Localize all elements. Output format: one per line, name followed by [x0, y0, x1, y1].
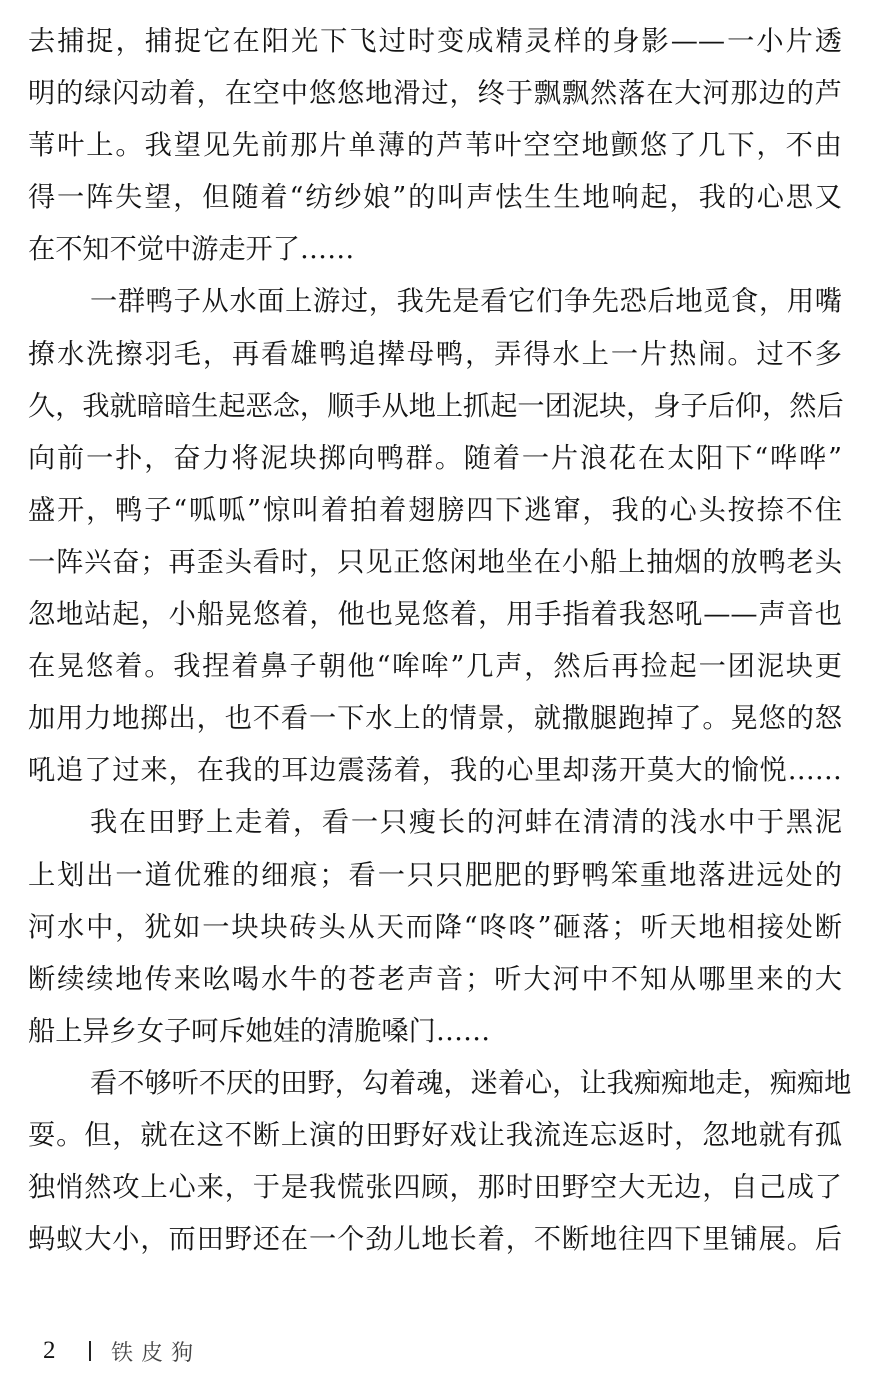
text-line: 断续续地传来吆喝水牛的苍老声音；听大河中不知从哪里来的大	[28, 963, 842, 995]
book-title: 铁皮狗	[111, 1340, 202, 1366]
footer-divider	[89, 1341, 91, 1361]
text-line: 上划出一道优雅的细痕；看一只只肥肥的野鸭笨重地落进远处的	[28, 859, 842, 891]
text-line: 吼追了过来，在我的耳边震荡着，我的心里却荡开莫大的愉悦……	[28, 755, 842, 787]
text-line: 去捕捉，捕捉它在阳光下飞过时变成精灵样的身影——一小片透	[28, 26, 842, 57]
page-body-text	[28, 24, 852, 1274]
paragraph-start-line: 我在田野上走着，看一只瘦长的河蚌在清清的浅水中于黑泥	[90, 807, 842, 839]
text-line: 盛开，鸭子“呱呱”惊叫着拍着翅膀四下逃窜，我的心头按捺不住	[28, 494, 842, 526]
text-line: 蚂蚁大小，而田野还在一个劲儿地长着，不断地往四下里铺展。后	[28, 1224, 842, 1256]
text-line: 河水中，犹如一块块砖头从天而降“咚咚”砸落；听天地相接处断	[28, 911, 842, 943]
text-line: 耍。但，就在这不断上演的田野好戏让我流连忘返时，忽地就有孤	[28, 1119, 842, 1151]
text-line: 向前一扑，奋力将泥块掷向鸭群。随着一片浪花在太阳下“哗哗”	[28, 442, 842, 474]
paragraph-start-line: 一群鸭子从水面上游过，我先是看它们争先恐后地觅食，用嘴	[90, 286, 842, 318]
text-line: 加用力地掷出，也不看一下水上的情景，就撒腿跑掉了。晃悠的怒	[28, 703, 842, 735]
text-line: 久，我就暗暗生起恶念，顺手从地上抓起一团泥块，身子后仰，然后	[28, 390, 844, 422]
text-line: 在不知不觉中游走开了……	[28, 234, 355, 266]
text-line: 一阵兴奋；再歪头看时，只见正悠闲地坐在小船上抽烟的放鸭老头	[28, 546, 842, 578]
text-line: 得一阵失望，但随着“纺纱娘”的叫声怯生生地响起，我的心思又	[28, 182, 842, 214]
text-line: 明的绿闪动着，在空中悠悠地滑过，终于飘飘然落在大河那边的芦	[28, 78, 842, 110]
page-number: 2	[43, 1337, 56, 1364]
text-line: 在晃悠着。我捏着鼻子朝他“哞哞”几声，然后再捡起一团泥块更	[28, 651, 842, 683]
text-line: 忽地站起，小船晃悠着，他也晃悠着，用手指着我怒吼——声音也	[28, 599, 842, 631]
paragraph-start-line: 看不够听不厌的田野，勾着魂，迷着心，让我痴痴地走，痴痴地	[90, 1067, 852, 1099]
text-line: 苇叶上。我望见先前那片单薄的芦苇叶空空地颤悠了几下，不由	[28, 130, 842, 162]
text-line: 船上异乡女子呵斥她娃的清脆嗓门……	[28, 1015, 491, 1047]
page-footer	[43, 1334, 201, 1368]
text-line: 撩水洗擦羽毛，再看雄鸭追撵母鸭，弄得水上一片热闹。过不多	[28, 338, 842, 370]
text-line: 独悄然攻上心来，于是我慌张四顾，那时田野空大无边，自己成了	[28, 1172, 842, 1204]
